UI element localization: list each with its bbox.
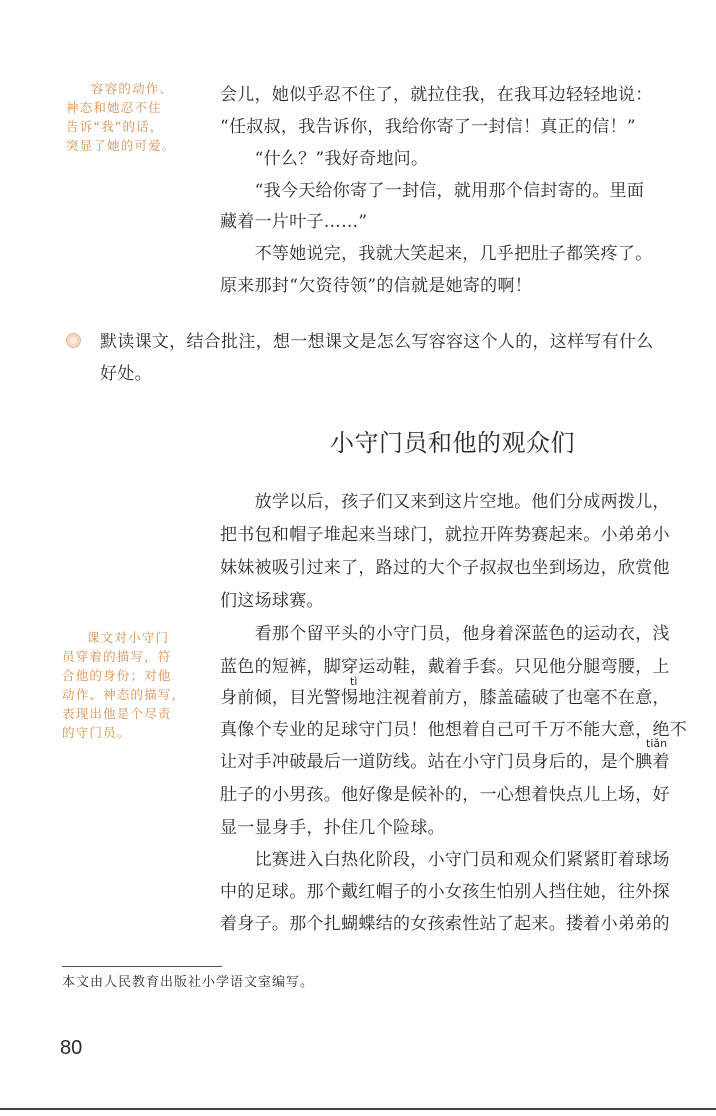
text-line: 身前倾，目光警惕地注视着前方，膝盖磕破了也毫不在意， <box>220 688 670 708</box>
note-line: 课文对小守门 <box>87 630 170 645</box>
text-line: “任叔叔，我告诉你，我给你寄了一封信！真正的信！” <box>220 117 636 137</box>
text-line: “什么？”我好奇地问。 <box>220 149 429 169</box>
note-line: 合他的身份；对他 <box>62 668 172 683</box>
text-line: 藏着一片叶子……” <box>220 212 368 232</box>
text-line: 显一显身手，扑住几个险球。 <box>220 818 445 838</box>
note-line: 的守门员。 <box>62 725 131 740</box>
text-line: 不等她说完，我就大笑起来，几乎把肚子都笑疼了。 <box>220 244 653 264</box>
note-line: 动作、神态的描写， <box>62 687 186 702</box>
page-number: 80 <box>60 1037 83 1059</box>
text-line: 会儿，她似乎忍不住了，就拉住我，在我耳边轻轻地说： <box>220 85 653 105</box>
footnote-divider <box>62 966 222 967</box>
pinyin-annotation: tiǎn <box>646 737 668 750</box>
text-line: 真像个专业的足球守门员！他想着自己可千万不能大意，绝不 <box>220 720 688 740</box>
text-line: 中的足球。那个戴红帽子的小女孩生怕别人挡住她，往外探 <box>220 882 670 902</box>
text-line: “我今天给你寄了一封信，就用那个信封寄的。里面 <box>220 181 645 201</box>
footnote: 本文由人民教育出版社小学语文室编写。 <box>62 975 315 990</box>
text-line: 原来那封“欠资待领”的信就是她寄的啊！ <box>220 276 533 296</box>
text-line: 看那个留平头的小守门员，他身着深蓝色的运动衣，浅 <box>220 624 670 644</box>
note-line: 突显了她的可爱。 <box>66 138 176 153</box>
note-line: 员穿着的描写，符 <box>62 649 172 664</box>
question-line: 好处。 <box>100 364 152 384</box>
margin-note-1 <box>66 79 198 155</box>
text-line: 肚子的小男孩。他好像是候补的，一心想着快点儿上场，好 <box>220 785 670 805</box>
text-line: 让对手冲破最后一道防线。站在小守门员身后的，是个腆着 <box>220 752 670 772</box>
text-line: 蓝色的短裤，脚穿运动鞋，戴着手套。只见他分腿弯腰，上 <box>220 657 670 677</box>
note-line: 容容的动作、 <box>91 81 174 96</box>
text-line: 放学以后，孩子们又来到这片空地。他们分成两拨儿， <box>220 492 670 512</box>
page-bottom-divider <box>0 1108 716 1110</box>
text-line: 着身子。那个扎蝴蝶结的女孩索性站了起来。搂着小弟弟的 <box>220 914 670 934</box>
text-line: 们这场球赛。 <box>220 591 324 611</box>
text-line: 比赛进入白热化阶段，小守门员和观众们紧紧盯着球场 <box>220 850 670 870</box>
note-line: 表现出他是个尽责 <box>62 706 172 721</box>
question-bullet-icon <box>66 333 81 348</box>
story-title: 小守门员和他的观众们 <box>330 429 575 457</box>
margin-note-2 <box>62 628 190 742</box>
text-line: 妹妹被吸引过来了，路过的大个子叔叔也坐到场边，欣赏他 <box>220 558 670 578</box>
text-line: 把书包和帽子堆起来当球门，就拉开阵势赛起来。小弟弟小 <box>220 525 670 545</box>
note-line: 神态和她忍不住 <box>66 100 162 115</box>
note-line: 告诉“我”的话， <box>66 119 164 134</box>
question-line: 默读课文，结合批注，想一想课文是怎么写容容这个人的，这样写有什么 <box>100 332 654 352</box>
pinyin-annotation: tì <box>350 675 358 688</box>
